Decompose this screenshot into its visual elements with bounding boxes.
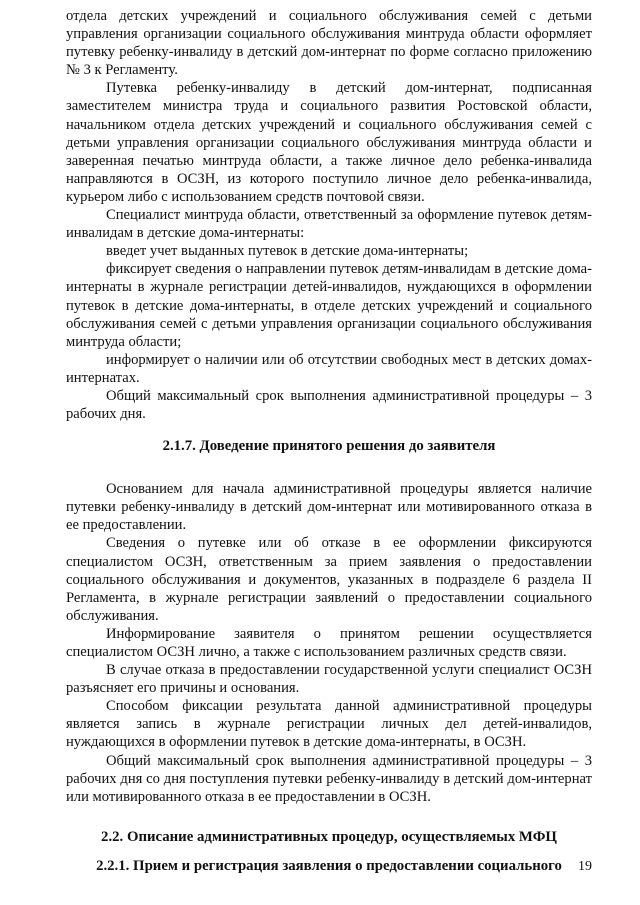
page-number: 19 bbox=[578, 859, 592, 874]
paragraph: Информирование заявителя о принятом решении осуществляется специалистом ОСЗН лично, а также с использованием различных средств связи. bbox=[66, 625, 592, 660]
paragraph: В случае отказа в предоставлении государственной услуги специалист ОСЗН разъясняет его причины и основания. bbox=[66, 662, 592, 697]
paragraph: Путевка ребенку-инвалиду в детский дом-интернат, подписанная заместителем министра труда и социального развития Ростовской области, начальником отдела детских учреждений и социального обслуживания семей с детьми управления организации социального обслуживания минтруда области и заверенная печатью минтруда области, а также личное дело ребенка-инвалида направляются в ОСЗН, из которого поступило личное дело ребенка-инвалида, курьером либо с использованием средств почтовой связи. bbox=[66, 80, 592, 205]
paragraph: Общий максимальный срок выполнения административной процедуры – 3 рабочих дня. bbox=[66, 387, 592, 423]
paragraph: Общий максимальный срок выполнения административной процедуры – 3 рабочих дня со дня поступления путевки ребенку-инвалиду в детский дом-интернат или мотивированного отказа в ее предоставлении в ОСЗН. bbox=[66, 752, 592, 805]
paragraph: отдела детских учреждений и социального обслуживания семей с детьми управления организации социального обслуживания минтруда области оформляет путевку ребенку-инвалиду в детский дом-интернат по форме согласно приложению № 3 к Регламенту. bbox=[66, 8, 592, 79]
heading-2-1-7: 2.1.7. Доведение принятого решения до заявителя bbox=[162, 438, 496, 455]
section-2-1-7-body bbox=[66, 480, 592, 806]
page-body bbox=[66, 7, 592, 875]
paragraph: Сведения о путевке или об отказе в ее оформлении фиксируются специалистом ОСЗН, ответственным за прием заявления о предоставлении социального обслуживания и документов, указанных в подразделе 6 раздела II Регламента, в журнале регистрации заявлений о предоставлении социального обслуживания. bbox=[66, 535, 592, 624]
paragraph: фиксирует сведения о направлении путевок детям-инвалидам в детские дома-интернаты в журнале регистрации детей-инвалидов, нуждающихся в оформлении путевок в детские дома-интернаты, в отделе детских учреждений и социального обслуживания семей с детьми управления организации социального обслуживания минтруда области; bbox=[66, 261, 592, 350]
section-2-1-6-continuation bbox=[66, 7, 592, 423]
heading-2-2-1: 2.2.1. Прием и регистрация заявления о предоставлении социального bbox=[96, 857, 562, 874]
paragraph: Основанием для начала административной процедуры является наличие путевки ребенку-инвалиду в детский дом-интернат или мотивированного отказа в ее предоставлении. bbox=[66, 481, 592, 534]
heading-2-2: 2.2. Описание административных процедур, осуществляемых МФЦ bbox=[101, 828, 557, 845]
paragraph: Специалист минтруда области, ответственный за оформление путевок детям-инвалидам в детские дома-интернаты: bbox=[66, 207, 592, 242]
paragraph: введет учет выданных путевок в детские дома-интернаты; bbox=[106, 243, 469, 260]
paragraph: Способом фиксации результата данной административной процедуры является запись в журнале регистрации личных дел детей-инвалидов, нуждающихся в оформлении путевок в детские дома-интернаты, в ОСЗН. bbox=[66, 698, 592, 751]
paragraph: информирует о наличии или об отсутствии свободных мест в детских домах-интернатах. bbox=[66, 351, 592, 386]
